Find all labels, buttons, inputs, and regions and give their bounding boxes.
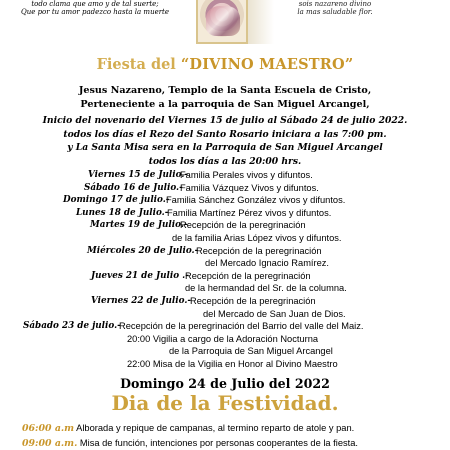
schedule-day: Miércoles 20 de Julio.-	[87, 245, 199, 256]
novena-details	[0, 114, 450, 169]
event-text: Misa de función, intenciones por personas cooperantes de la fiesta.	[77, 438, 358, 448]
schedule-row	[0, 333, 450, 346]
schedule-text: de la Parroquia de San Miguel Arcangel	[169, 346, 333, 357]
schedule-day: Domingo 17 de julio.-	[63, 195, 170, 206]
closing-verse	[270, 0, 400, 16]
detail-line: todos los días a las 20:00 hrs.	[148, 156, 302, 168]
schedule-row	[0, 345, 450, 358]
schedule-text: del Mercado de San Juan de Dios.	[203, 308, 346, 319]
schedule-day: Viernes 22 de Julio.-	[91, 295, 192, 306]
schedule-text: Familia Sánchez González vivos y difuntos.	[166, 195, 346, 206]
verse-line: Que por tu amor padezco hasta la muerte	[20, 8, 170, 16]
title-name: “DIVINO MAESTRO”	[180, 56, 354, 73]
schedule-text: Recepción de la peregrinación	[190, 295, 316, 306]
verse-line: sois nazareno divino	[298, 0, 372, 8]
schedule-row	[0, 358, 450, 371]
event-line	[22, 436, 450, 450]
divino-maestro-image	[196, 0, 248, 44]
event-time: 06:00 a.m	[22, 423, 75, 434]
opening-verse	[0, 0, 190, 16]
verse-line: todo clama que amo y de tal suerte;	[31, 0, 159, 8]
schedule-day: Lunes 18 de Julio.-	[76, 207, 169, 218]
schedule-row	[0, 169, 450, 182]
schedule-day: Jueves 21 de Julio .-	[91, 270, 189, 281]
schedule-row	[0, 295, 450, 308]
schedule-text: de la hermandad del Sr. de la columna.	[185, 283, 347, 294]
schedule-row	[0, 282, 450, 295]
schedule-row	[0, 320, 450, 333]
schedule-day: Martes 19 de Julio.-	[90, 220, 188, 231]
schedule-text: Familia Martínez Pérez vivos y difuntos.	[167, 207, 332, 218]
schedule-text: Recepción de la peregrinación	[185, 270, 311, 281]
schedule-day: Sábado 16 de Julio.-	[84, 182, 183, 193]
schedule-text: del Mercado Ignacio Ramírez.	[205, 258, 330, 269]
schedule-row	[0, 207, 450, 220]
title-prefix: Fiesta del	[96, 56, 181, 73]
schedule-row	[0, 308, 450, 321]
event-line	[22, 421, 450, 436]
intro-block	[0, 84, 450, 112]
schedule-row	[0, 245, 450, 258]
feast-date: Domingo 24 de Julio del 2022	[120, 376, 330, 391]
schedule-row	[0, 194, 450, 207]
schedule-row	[0, 182, 450, 195]
event-title	[0, 56, 450, 73]
event-time: 09:00 a.m.	[22, 438, 78, 449]
detail-line: y La Santa Misa sera en la Parroquia de San Miguel Arcangel	[67, 142, 383, 154]
schedule-row	[0, 219, 450, 232]
schedule-text: Recepción de la peregrinación del Barrio del valle del Maiz.	[119, 321, 364, 332]
event-text: Alborada y repique de campanas, al termino reparto de atole y pan.	[74, 423, 355, 433]
feast-heading: Dia de la Festividad.	[111, 391, 339, 415]
schedule-text: 20:00 Vigilia a cargo de la Adoración Nocturna	[127, 333, 319, 344]
detail-line: todos los días el Rezo del Santo Rosario iniciara a las 7:00 pm.	[63, 128, 387, 140]
intro-line: Perteneciente a la parroquia de San Miguel Arcangel,	[80, 99, 370, 110]
schedule-text: Familia Vázquez Vivos y difuntos.	[180, 182, 319, 193]
intro-line: Jesus Nazareno, Templo de la Santa Escuela de Cristo,	[78, 85, 372, 96]
verse-line: la mas saludable flor.	[297, 8, 373, 16]
schedule-row	[0, 270, 450, 283]
schedule-text: Recepción de la peregrinación	[196, 245, 322, 256]
image-figure	[206, 6, 240, 36]
schedule-day: Sábado 23 de julio.-	[23, 321, 121, 332]
schedule-text: de la familia Arias López vivos y difuntos.	[172, 232, 342, 243]
schedule-day: Viernes 15 de Julio.-	[88, 170, 189, 180]
feast-day-events	[22, 421, 450, 450]
schedule-row	[0, 232, 450, 245]
schedule-text: Familia Perales vivos y difuntos.	[180, 170, 313, 180]
novena-schedule	[0, 169, 450, 371]
detail-line: Inicio del novenario del Viernes 15 de julio al Sábado 24 de julio 2022.	[42, 115, 408, 126]
schedule-row	[0, 257, 450, 270]
schedule-text: Recepción de la peregrinación	[180, 220, 306, 231]
schedule-text: 22:00 Misa de la Vigilia en Honor al Divino Maestro	[127, 358, 338, 369]
